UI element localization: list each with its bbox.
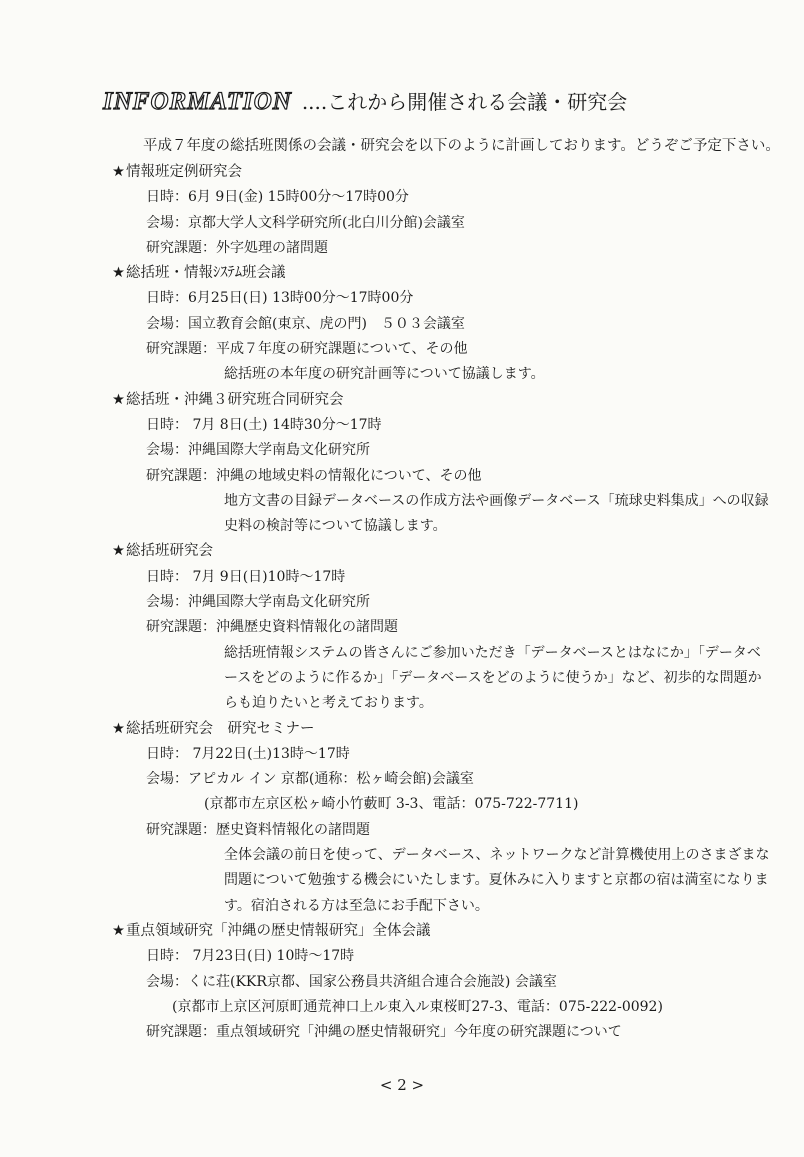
topic-value: 外字処理の諸問題	[216, 239, 328, 256]
event-place	[112, 767, 782, 792]
event-place	[112, 211, 782, 236]
event-date	[112, 944, 782, 969]
topic-continuation: 地方文書の目録データベースの作成方法や画像データベース「琉球史料集成」への収録史料の検討等について協議します。	[224, 492, 769, 535]
event-topic	[112, 818, 782, 843]
event-item	[112, 539, 782, 716]
page-header	[103, 86, 627, 116]
date-label: 日時：	[146, 290, 188, 307]
page-number: < 2 >	[379, 1076, 425, 1094]
event-title-text: 総括班・沖縄３研究班合同研究会	[126, 391, 344, 408]
event-place	[112, 590, 782, 615]
event-topic	[112, 615, 782, 640]
event-title	[112, 539, 782, 564]
place-value: 京都大学人文科学研究所(北白川分館)会議室	[188, 214, 465, 231]
topic-value: 沖縄の地域史料の情報化について、その他	[216, 467, 482, 484]
event-place	[112, 312, 782, 337]
date-value: 6月 9日(金) 15時00分～17時00分	[188, 189, 409, 206]
star-icon: ★	[112, 543, 125, 560]
topic-label: 研究課題：	[146, 239, 216, 256]
topic-continuation: 全体会議の前日を使って、データベース、ネットワークなど計算機使用上のさまざまな問題について勉強する機会にいたします。夏休みに入りますと京都の宿は満室になります。宿泊される方は至急にお手配下さい。	[224, 847, 770, 914]
place-label: 会場：	[146, 973, 188, 990]
topic-label: 研究課題：	[146, 467, 216, 484]
topic-continuation: 総括班の本年度の研究計画等について協議します。	[224, 366, 545, 383]
star-icon: ★	[112, 922, 125, 939]
topic-label: 研究課題：	[146, 821, 216, 838]
star-icon: ★	[112, 391, 125, 408]
topic-value: 沖縄歴史資料情報化の諸問題	[216, 619, 398, 636]
event-title-text: 総括班研究会	[126, 543, 213, 560]
event-title-text: 重点領域研究「沖縄の歴史情報研究」全体会議	[126, 922, 431, 939]
place-label: 会場：	[146, 315, 188, 332]
place-value: アピカル イン 京都(通称：松ヶ崎会館)会議室	[188, 771, 474, 788]
event-topic	[112, 236, 782, 261]
event-title	[112, 261, 782, 286]
event-place	[112, 970, 782, 995]
event-title	[112, 919, 782, 944]
information-heading: INFORMATION	[103, 88, 292, 115]
event-title-text: 総括班研究会 研究セミナー	[126, 720, 315, 737]
topic-value: 平成７年度の研究課題について、その他	[216, 341, 468, 358]
date-label: 日時：	[146, 568, 188, 585]
event-list	[112, 160, 782, 1045]
header-subtitle: ....これから開催される会議・研究会	[301, 90, 628, 114]
event-topic	[112, 337, 782, 362]
date-label: 日時：	[146, 189, 188, 206]
event-place	[112, 438, 782, 463]
topic-label: 研究課題：	[146, 1024, 216, 1041]
event-address: (京都市上京区河原町通荒神口上ル東入ル東桜町27-3、電話：075-222-0092)	[172, 998, 663, 1015]
star-icon: ★	[112, 265, 125, 282]
date-value: 7月23日(日) 10時～17時	[188, 948, 355, 965]
place-value: くに荘(KKR京都、国家公務員共済組合連合会施設) 会議室	[188, 973, 557, 990]
event-item	[112, 160, 782, 261]
event-date	[112, 413, 782, 438]
event-item	[112, 261, 782, 387]
event-title	[112, 717, 782, 742]
place-label: 会場：	[146, 594, 188, 611]
date-label: 日時：	[146, 745, 188, 762]
date-value: 6月25日(日) 13時00分～17時00分	[188, 290, 414, 307]
event-item	[112, 717, 782, 919]
date-value: 7月 8日(土) 14時30分～17時	[188, 416, 382, 433]
place-label: 会場：	[146, 214, 188, 231]
topic-value: 歴史資料情報化の諸問題	[216, 821, 370, 838]
date-label: 日時：	[146, 416, 188, 433]
event-date	[112, 185, 782, 210]
event-item	[112, 388, 782, 540]
event-topic	[112, 1020, 782, 1045]
event-title-text: 総括班・情報ｼｽﾃﾑ班会議	[126, 265, 286, 282]
event-item	[112, 919, 782, 1045]
intro-text: 平成７年度の総括班関係の会議・研究会を以下のように計画しております。どうぞご予定下さい。	[143, 138, 780, 154]
place-value: 沖縄国際大学南島文化研究所	[188, 594, 370, 611]
topic-continuation: 総括班情報システムの皆さんにご参加いただき「データベースとはなにか」「データベースをどのように作るか」「データベースをどのように使うか」など、初歩的な問題からも迫りたいと考えております。	[224, 644, 762, 712]
event-title-text: 情報班定例研究会	[126, 164, 242, 180]
place-value: 国立教育会館(東京、虎の門) ５０３会議室	[188, 315, 465, 332]
date-value: 7月 9日(日)10時～17時	[188, 568, 346, 585]
date-label: 日時：	[146, 948, 188, 965]
topic-label: 研究課題：	[146, 341, 216, 358]
event-date	[112, 286, 782, 311]
event-date	[112, 565, 782, 590]
event-title	[112, 160, 782, 185]
place-label: 会場：	[146, 442, 188, 459]
event-title	[112, 388, 782, 413]
event-date	[112, 742, 782, 767]
star-icon: ★	[112, 720, 125, 737]
star-icon: ★	[112, 164, 125, 180]
topic-value: 重点領域研究「沖縄の歴史情報研究」今年度の研究課題について	[216, 1024, 622, 1041]
place-value: 沖縄国際大学南島文化研究所	[188, 442, 370, 459]
event-address: (京都市左京区松ヶ崎小竹藪町 3-3、電話：075-722-7711)	[204, 796, 579, 813]
place-label: 会場：	[146, 771, 188, 788]
event-topic	[112, 464, 782, 489]
topic-label: 研究課題：	[146, 619, 216, 636]
date-value: 7月22日(土)13時～17時	[188, 745, 350, 762]
